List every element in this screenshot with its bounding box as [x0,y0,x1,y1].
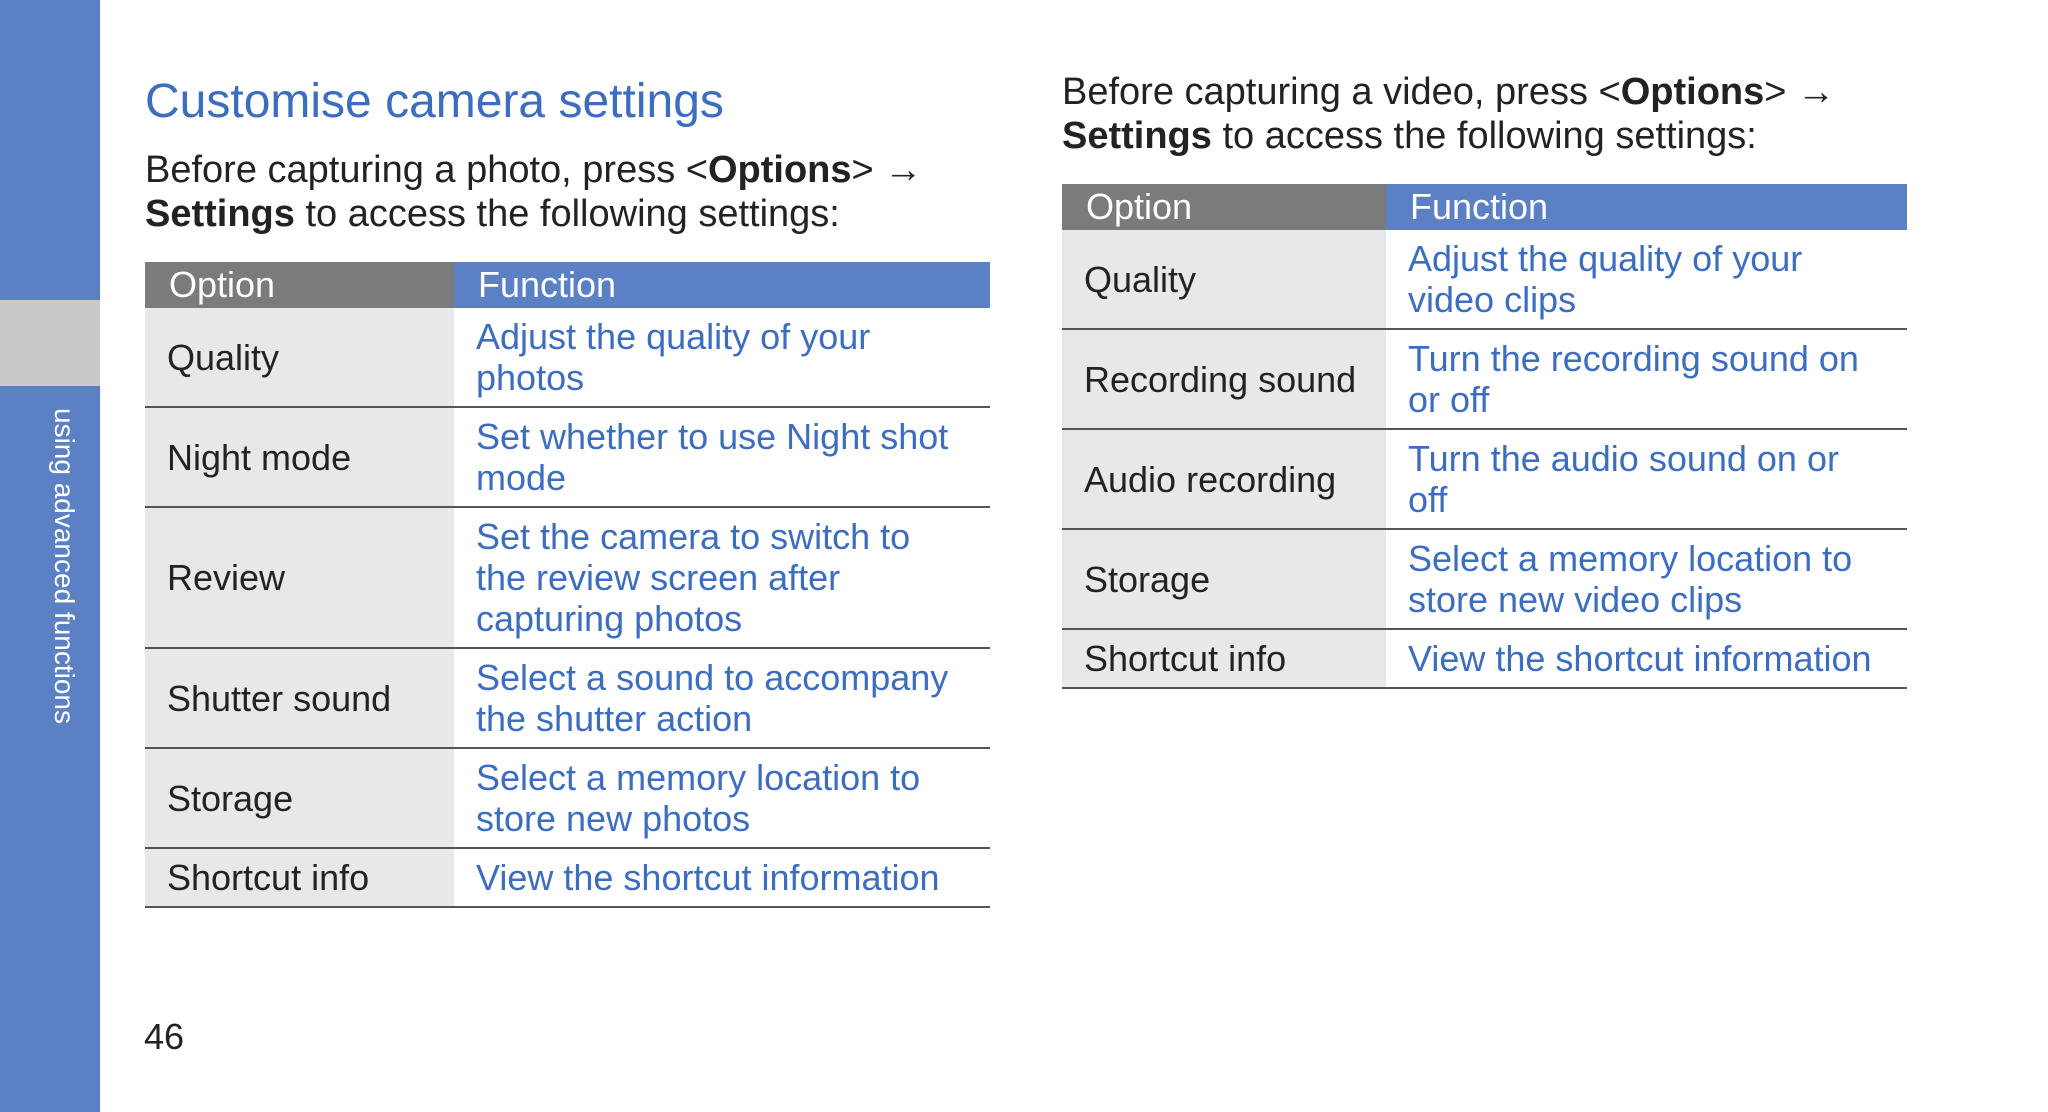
option-cell: Storage [145,748,454,848]
column-header-option: Option [1062,184,1386,230]
table-row [145,648,990,748]
video-settings-table [1062,184,1907,689]
function-cell: Select a memory location to store new video clips [1386,529,1907,629]
function-cell: Set the camera to switch to the review screen after capturing photos [454,507,990,648]
option-cell: Shortcut info [1062,629,1386,688]
video-settings-intro [1062,70,1907,158]
left-column [145,70,990,908]
table-row [145,507,990,648]
table-header-row [1062,184,1907,230]
table-row [145,848,990,907]
option-cell: Recording sound [1062,329,1386,429]
table-row [1062,629,1907,688]
intro-text: Before capturing a video, press < [1062,71,1621,113]
option-cell: Shortcut info [145,848,454,907]
table-row [145,407,990,507]
intro-options-key: Options [1620,71,1765,113]
table-row [1062,329,1907,429]
intro-settings-key: Settings [145,193,295,235]
table-row [145,308,990,407]
table-row [1062,230,1907,329]
column-header-function: Function [454,262,990,308]
table-row [1062,429,1907,529]
function-cell: Turn the recording sound on or off [1386,329,1907,429]
page-title: Customise camera settings [145,75,724,128]
photo-settings-table [145,262,990,908]
option-cell: Storage [1062,529,1386,629]
right-column [1062,70,1907,689]
column-header-function: Function [1386,184,1907,230]
photo-settings-intro [145,148,990,236]
option-cell: Shutter sound [145,648,454,748]
table-header-row [145,262,990,308]
page-number: 46 [144,1016,185,1057]
table-row [1062,529,1907,629]
intro-text: Before capturing a photo, press < [145,149,708,191]
intro-text: to access the following settings: [1211,115,1757,157]
function-cell: Select a sound to accompany the shutter action [454,648,990,748]
option-cell: Quality [145,308,454,407]
option-cell: Quality [1062,230,1386,329]
intro-text: to access the following settings: [294,193,840,235]
table-row [145,748,990,848]
option-cell: Night mode [145,407,454,507]
intro-arrow: > → [851,149,923,191]
function-cell: Adjust the quality of your photos [454,308,990,407]
section-label: using advanced functions [49,408,80,724]
column-header-option: Option [145,262,454,308]
function-cell: Adjust the quality of your video clips [1386,230,1907,329]
option-cell: Audio recording [1062,429,1386,529]
function-cell: Turn the audio sound on or off [1386,429,1907,529]
intro-options-key: Options [707,149,852,191]
function-cell: View the shortcut information [1386,629,1907,688]
intro-arrow: > → [1764,71,1836,113]
function-cell: View the shortcut information [454,848,990,907]
option-cell: Review [145,507,454,648]
intro-settings-key: Settings [1062,115,1212,157]
sidebar [0,0,100,1112]
function-cell: Select a memory location to store new photos [454,748,990,848]
function-cell: Set whether to use Night shot mode [454,407,990,507]
sidebar-tab-marker [0,300,100,386]
